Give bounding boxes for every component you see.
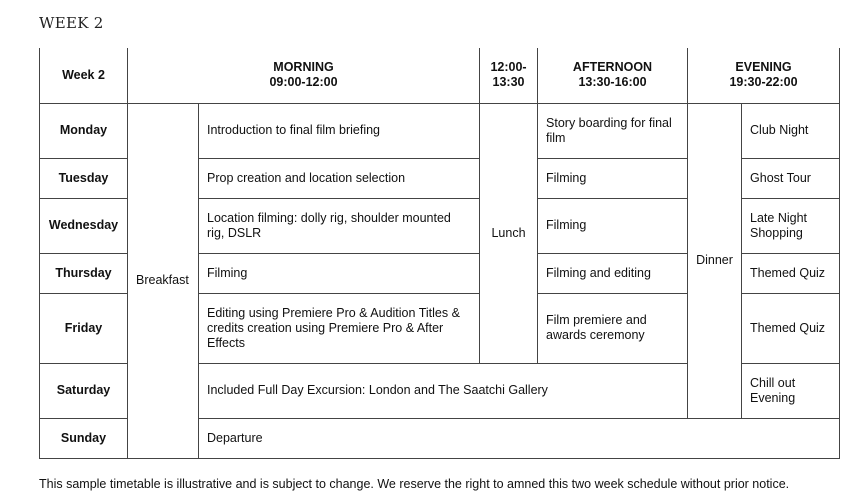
afternoon-cell: Story boarding for final film bbox=[538, 103, 688, 158]
header-evening-title: EVENING bbox=[735, 60, 792, 75]
evening-cell: Themed Quiz bbox=[742, 293, 840, 363]
page-title: WEEK 2 bbox=[39, 14, 104, 32]
morning-cell: Prop creation and location selection bbox=[199, 158, 480, 198]
row-monday bbox=[40, 103, 840, 158]
breakfast-cell: Breakfast bbox=[128, 103, 199, 458]
evening-cell: Late Night Shopping bbox=[742, 198, 840, 253]
day-cell: Monday bbox=[40, 103, 128, 158]
afternoon-cell: Film premiere and awards ceremony bbox=[538, 293, 688, 363]
afternoon-cell: Filming bbox=[538, 158, 688, 198]
day-cell: Sunday bbox=[40, 418, 128, 458]
header-row bbox=[40, 48, 840, 103]
header-midday bbox=[480, 48, 538, 103]
morning-cell: Filming bbox=[199, 253, 480, 293]
header-morning-title: MORNING bbox=[273, 60, 334, 75]
header-week: Week 2 bbox=[40, 48, 128, 103]
morning-cell: Editing using Premiere Pro & Audition Titles & credits creation using Premiere Pro & After Effects bbox=[199, 293, 480, 363]
evening-cell: Themed Quiz bbox=[742, 253, 840, 293]
day-cell: Wednesday bbox=[40, 198, 128, 253]
day-cell: Tuesday bbox=[40, 158, 128, 198]
header-evening bbox=[688, 48, 840, 103]
excursion-cell: Included Full Day Excursion: London and The Saatchi Gallery bbox=[199, 363, 688, 418]
disclaimer-note: This sample timetable is illustrative and is subject to change. We reserve the right to amned this two week schedule without prior notice. bbox=[39, 477, 790, 491]
evening-cell: Club Night bbox=[742, 103, 840, 158]
header-afternoon-time: 13:30-16:00 bbox=[578, 75, 647, 90]
afternoon-cell: Filming bbox=[538, 198, 688, 253]
header-midday-end: 13:30 bbox=[492, 75, 525, 90]
evening-cell: Ghost Tour bbox=[742, 158, 840, 198]
weekly-timetable bbox=[39, 48, 840, 459]
departure-cell: Departure bbox=[199, 418, 840, 458]
morning-cell: Location filming: dolly rig, shoulder mounted rig, DSLR bbox=[199, 198, 480, 253]
header-midday-start: 12:00- bbox=[490, 60, 527, 75]
day-cell: Thursday bbox=[40, 253, 128, 293]
header-afternoon-title: AFTERNOON bbox=[572, 60, 653, 75]
day-cell: Friday bbox=[40, 293, 128, 363]
dinner-cell: Dinner bbox=[688, 103, 742, 418]
header-afternoon bbox=[538, 48, 688, 103]
afternoon-cell: Filming and editing bbox=[538, 253, 688, 293]
header-morning bbox=[128, 48, 480, 103]
header-evening-time: 19:30-22:00 bbox=[729, 75, 798, 90]
evening-cell: Chill out Evening bbox=[742, 363, 840, 418]
morning-cell: Introduction to final film briefing bbox=[199, 103, 480, 158]
day-cell: Saturday bbox=[40, 363, 128, 418]
lunch-cell: Lunch bbox=[480, 103, 538, 363]
header-morning-time: 09:00-12:00 bbox=[269, 75, 338, 90]
